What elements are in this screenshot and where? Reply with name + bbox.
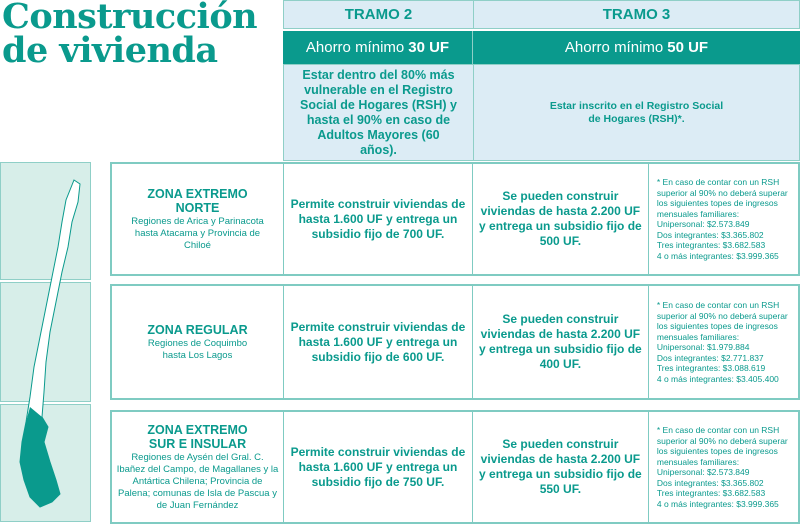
chile-map-icon — [0, 162, 91, 522]
page-title: Construcción de vivienda — [2, 0, 258, 71]
zone-regions: Regiones de Arica y Parinacota hasta Atacama y Provincia de Chiloé — [131, 215, 264, 251]
tramo-3-requisito: Estar inscrito en el Registro Social de Hogares (RSH)*. — [473, 64, 800, 161]
tramo-3-benefit: Se pueden construir viviendas de hasta 2.200 UF y entrega un subsidio fijo de 550 UF. — [473, 412, 649, 522]
tramo-2-benefit: Permite construir viviendas de hasta 1.600 UF y entrega un subsidio fijo de 600 UF. — [284, 286, 473, 398]
zone-row-extremo-sur — [110, 410, 800, 524]
zone-row-regular — [110, 284, 800, 400]
zone-name: ZONA REGULAR — [147, 322, 248, 337]
income-note: * En caso de contar con un RSH superior al 90% no deberá superar los siguientes topes de ingresos mensuales familiares: Unipersonal: $2.573.849 Dos integrantes: $3.365.802 Tres integrantes: $3.682.583 4 o más integrantes: $3.999.365 — [656, 177, 788, 261]
tramo-3-benefit: Se pueden construir viviendas de hasta 2.200 UF y entrega un subsidio fijo de 400 UF. — [473, 286, 649, 398]
tramo-2-ahorro: Ahorro mínimo 30 UF — [283, 31, 473, 64]
tramo-2-benefit: Permite construir viviendas de hasta 1.600 UF y entrega un subsidio fijo de 750 UF. — [284, 412, 473, 522]
tramo-2-benefit: Permite construir viviendas de hasta 1.600 UF y entrega un subsidio fijo de 700 UF. — [284, 164, 473, 274]
tramo-3-header: TRAMO 3 — [473, 0, 800, 29]
income-note: * En caso de contar con un RSH superior al 90% no deberá superar los siguientes topes de ingresos mensuales familiares: Unipersonal: $1.979.884 Dos integrantes: $2.771.837 Tres integrantes: $3.088.619 4 o más integrantes: $3.405.400 — [656, 300, 788, 384]
zone-regions: Regiones de Aysén del Gral. C. Ibañez del Campo, de Magallanes y la Antártica Chilena; Provincia de Palena; comunas de Isla de Pascua y de Juan Fernández — [116, 451, 279, 511]
zone-row-extremo-norte — [110, 162, 800, 276]
zone-name: ZONA EXTREMO SUR E INSULAR — [147, 422, 248, 451]
zone-name: ZONA EXTREMO NORTE — [147, 186, 248, 215]
tramo-3-ahorro: Ahorro mínimo 50 UF — [473, 31, 800, 64]
tramo-2-requisito: Estar dentro del 80% más vulnerable en el Registro Social de Hogares (RSH) y hasta el 90% en caso de Adultos Mayores (60 años). — [283, 64, 474, 161]
income-note: * En caso de contar con un RSH superior al 90% no deberá superar los siguientes topes de ingresos mensuales familiares: Unipersonal: $2.573.849 Dos integrantes: $3.365.802 Tres integrantes: $3.682.583 4 o más integrantes: $3.999.365 — [656, 425, 788, 509]
tramo-2-header: TRAMO 2 — [283, 0, 474, 29]
zone-regions: Regiones de Coquimbo hasta Los Lagos — [147, 337, 248, 361]
tramo-3-benefit: Se pueden construir viviendas de hasta 2.200 UF y entrega un subsidio fijo de 500 UF. — [473, 164, 649, 274]
